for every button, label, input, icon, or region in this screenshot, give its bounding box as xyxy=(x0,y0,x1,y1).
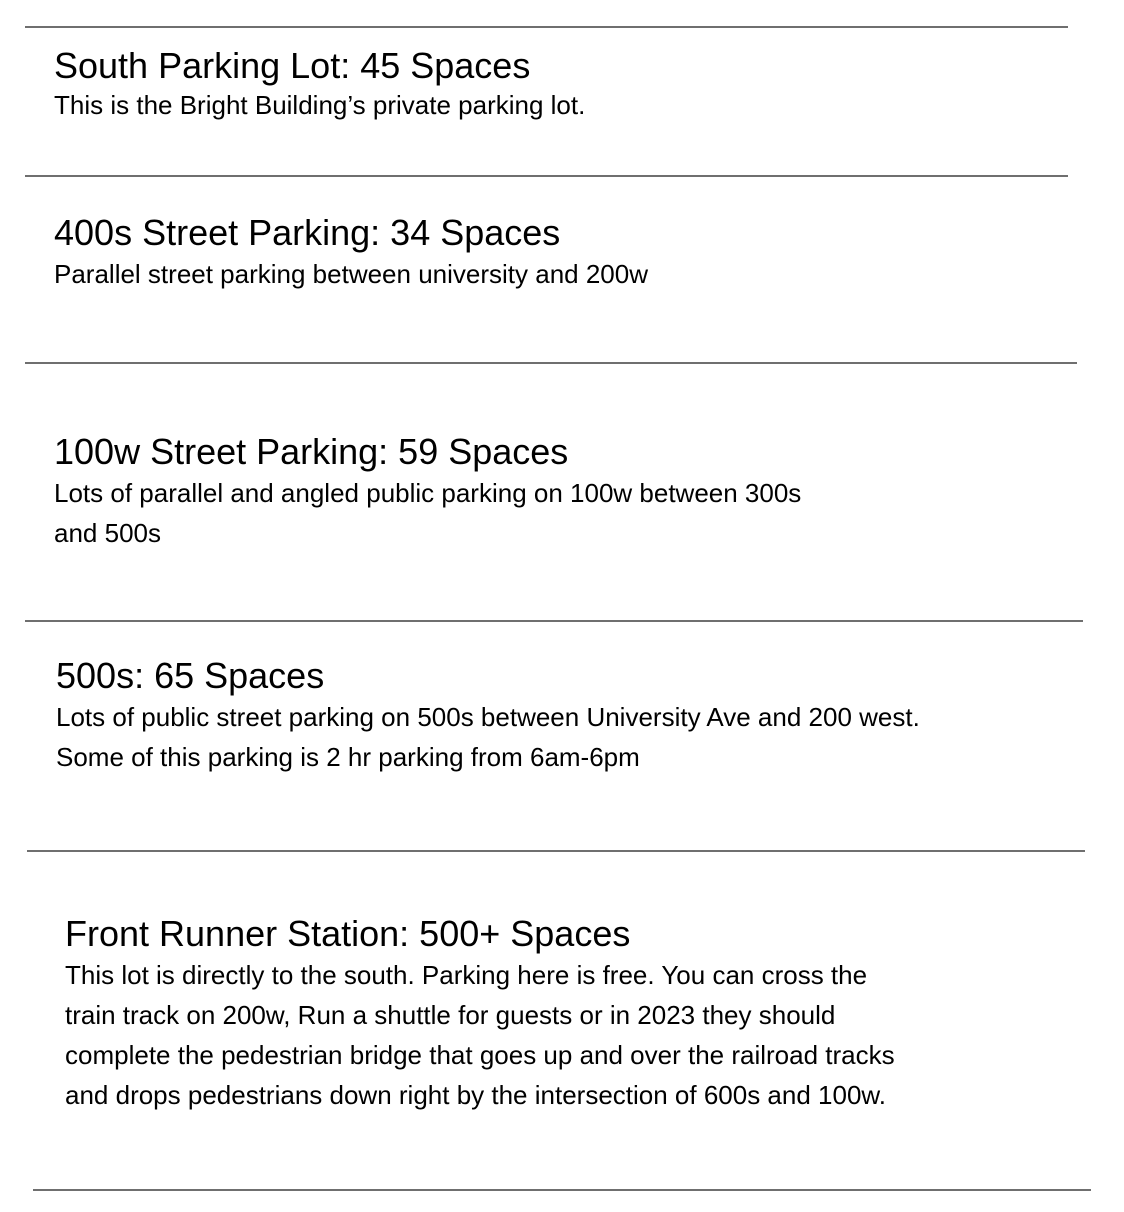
parking-entry-title: 400s Street Parking: 34 Spaces xyxy=(54,212,561,253)
parking-entry-description: This is the Bright Building’s private parking lot. xyxy=(54,90,586,120)
parking-entry-description-line: and drops pedestrians down right by the intersection of 600s and 100w. xyxy=(65,1080,886,1110)
parking-entry-500s xyxy=(56,656,920,777)
parking-entry-front-runner-station xyxy=(65,914,895,1115)
divider-line xyxy=(33,1189,1091,1191)
parking-entry-description: Parallel street parking between university and 200w xyxy=(54,259,649,289)
parking-entry-title: South Parking Lot: 45 Spaces xyxy=(54,45,531,86)
parking-entry-south-lot xyxy=(54,46,585,125)
parking-entry-description-line: train track on 200w, Run a shuttle for guests or in 2023 they should xyxy=(65,1000,836,1030)
parking-entry-description-line: Lots of public street parking on 500s between University Ave and 200 west. xyxy=(56,702,920,732)
parking-entry-title: 100w Street Parking: 59 Spaces xyxy=(54,431,569,472)
parking-entry-description-line: Some of this parking is 2 hr parking from 6am-6pm xyxy=(56,742,640,772)
divider-line xyxy=(25,26,1068,28)
parking-entry-description-line: and 500s xyxy=(54,518,161,548)
divider-line xyxy=(25,362,1077,364)
parking-entry-100w-street xyxy=(54,432,801,553)
parking-entry-description-line: This lot is directly to the south. Parking here is free. You can cross the xyxy=(65,960,868,990)
parking-entry-description-line: complete the pedestrian bridge that goes up and over the railroad tracks xyxy=(65,1040,895,1070)
divider-line xyxy=(27,850,1085,852)
divider-line xyxy=(25,620,1083,622)
divider-line xyxy=(25,175,1068,177)
parking-entry-title: Front Runner Station: 500+ Spaces xyxy=(65,913,631,954)
parking-entry-title: 500s: 65 Spaces xyxy=(56,655,325,696)
parking-entry-description-line: Lots of parallel and angled public parking on 100w between 300s xyxy=(54,478,802,508)
parking-entry-400s-street xyxy=(54,213,648,294)
